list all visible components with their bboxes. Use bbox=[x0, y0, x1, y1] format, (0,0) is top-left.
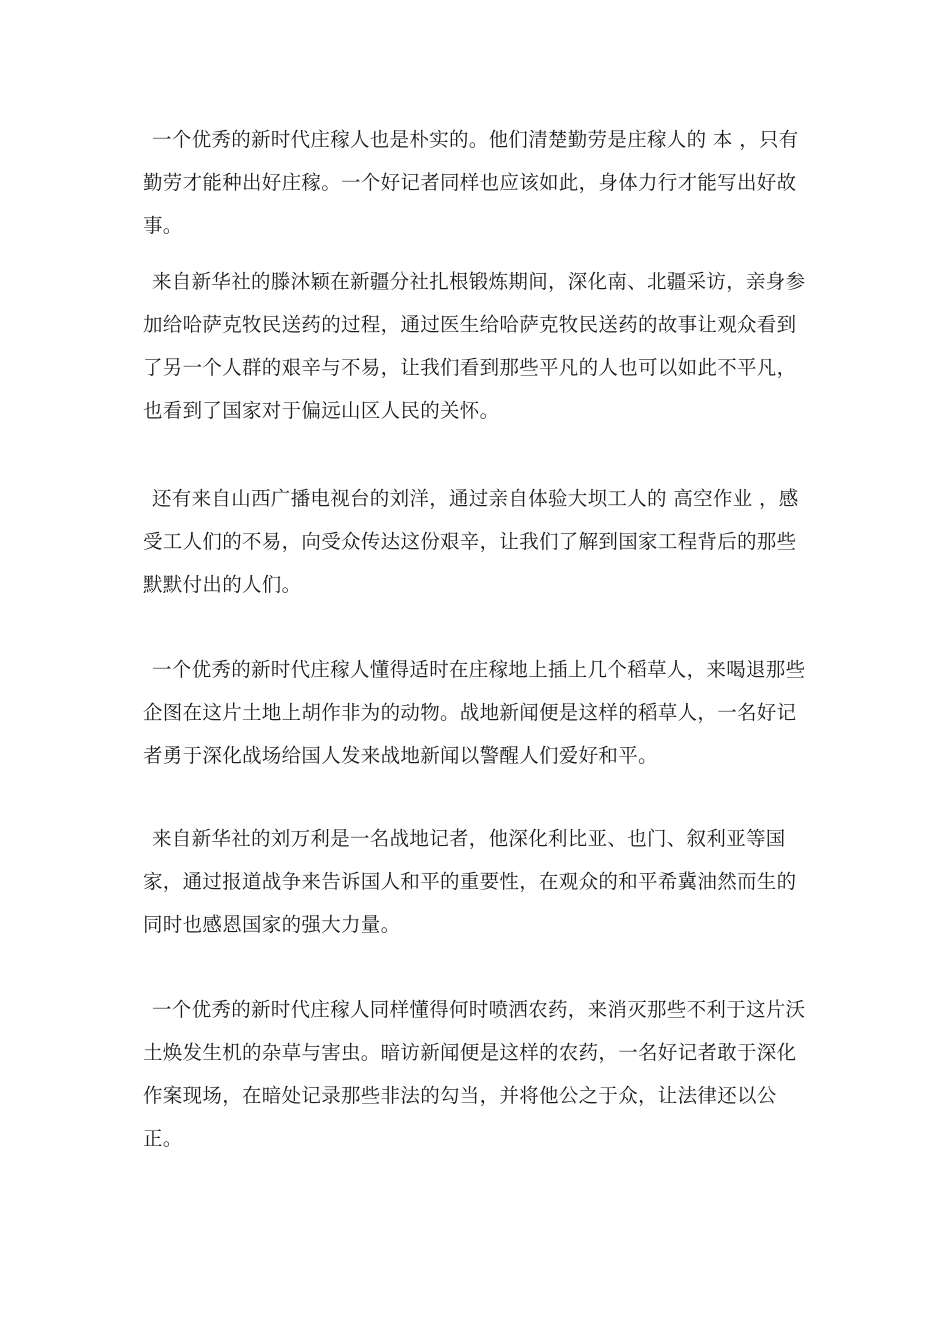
paragraph-5 bbox=[143, 817, 813, 946]
paragraph-6 bbox=[143, 988, 813, 1160]
paragraph-4-text: 一个优秀的新时代庄稼人懂得适时在庄稼地上插上几个稻草人，来喝退那些企图在这片土地上胡作非为的动物。战地新闻便是这样的稻草人，一名好记者勇于深化战场给国人发来战地新闻以警醒人们爱好和平。 bbox=[143, 658, 806, 767]
paragraph-6-text: 一个优秀的新时代庄稼人同样懂得何时喷洒农药，来消灭那些不利于这片沃土焕发生机的杂草与害虫。暗访新闻便是这样的农药，一名好记者敢于深化作案现场，在暗处记录那些非法的勾当，并将他公之于众，让法律还以公正。 bbox=[143, 998, 806, 1150]
paragraph-3-text: 还有来自山西广播电视台的刘洋，通过亲自体验大坝工人的 高空作业 ，感受工人们的不易，向受众传达这份艰辛，让我们了解到国家工程背后的那些默默付出的人们。 bbox=[143, 487, 799, 596]
paragraph-2-text: 来自新华社的滕沐颖在新疆分社扎根锻炼期间，深化南、北疆采访，亲身参加给哈萨克牧民送药的过程，通过医生给哈萨克牧民送药的故事让观众看到了另一个人群的艰辛与不易，让我们看到那些平凡的人也可以如此不平凡，也看到了国家对于偏远山区人民的关怀。 bbox=[143, 270, 806, 422]
paragraph-1-text: 一个优秀的新时代庄稼人也是朴实的。他们清楚勤劳是庄稼人的 本 ，只有勤劳才能种出好庄稼。一个好记者同样也应该如此，身体力行才能写出好故事。 bbox=[143, 128, 799, 237]
paragraph-4 bbox=[143, 648, 813, 777]
paragraph-2 bbox=[143, 260, 813, 432]
paragraph-1 bbox=[143, 118, 813, 247]
paragraph-3 bbox=[143, 477, 813, 606]
paragraph-5-text: 来自新华社的刘万利是一名战地记者，他深化利比亚、也门、叙利亚等国家，通过报道战争来告诉国人和平的重要性，在观众的和平希冀油然而生的同时也感恩国家的强大力量。 bbox=[143, 827, 797, 936]
